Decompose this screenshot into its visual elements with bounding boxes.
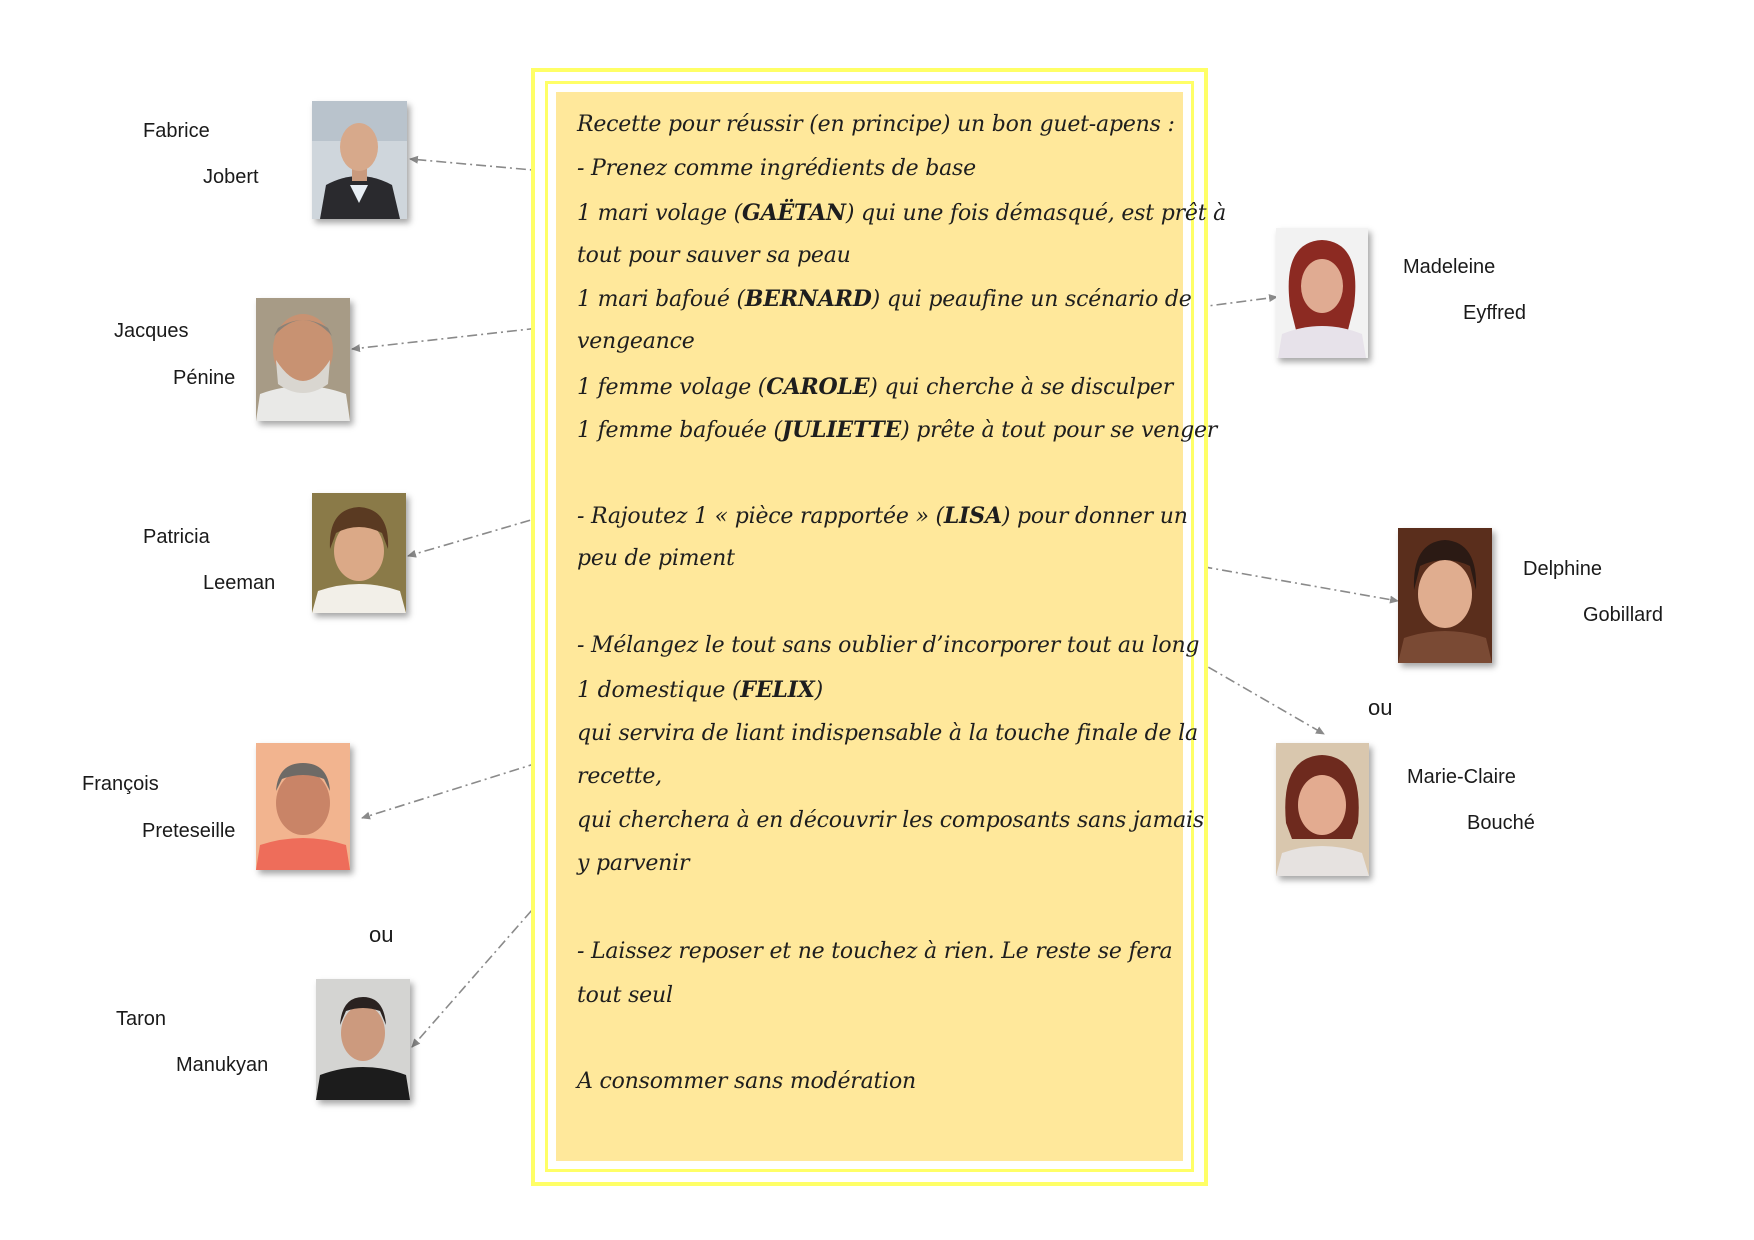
portrait-icon (312, 101, 407, 219)
portrait-icon (256, 298, 350, 421)
name-carole: CAROLE (766, 374, 870, 400)
recipe-title: Recette pour réussir (en principe) un bon guet-apens : (577, 112, 1175, 137)
ingredient-bernard-cont: vengeance (577, 329, 695, 354)
recipe-step-3-line-4: y parvenir (577, 851, 690, 876)
portrait-icon (1398, 528, 1492, 663)
delphine-photo (1398, 528, 1492, 663)
marieclaire-photo (1276, 743, 1369, 876)
jacques-photo (256, 298, 350, 421)
alternative-or-left: ou (369, 922, 394, 947)
name-felix: FELIX (740, 677, 815, 703)
recipe-step-3-line-3: qui cherchera à en découvrir les composants sans jamais (577, 808, 1204, 833)
recipe-step-1: - Prenez comme ingrédients de base (577, 156, 976, 181)
recipe-step-4-line-1: - Laissez reposer et ne touchez à rien. Le reste se fera (577, 939, 1173, 964)
recipe-step-3: - Mélangez le tout sans oublier d’incorporer tout au long (577, 633, 1200, 658)
name-bernard: BERNARD (744, 286, 872, 312)
recipe-step-3-line-2: recette, (577, 764, 662, 789)
recipe-step-2-cont: peu de piment (577, 546, 735, 571)
ingredient-felix: 1 domestique (FELIX) (577, 677, 824, 703)
francois-first-name: François (82, 773, 159, 795)
fabrice-last-name: Jobert (203, 166, 259, 188)
madeleine-first-name: Madeleine (1403, 256, 1496, 278)
delphine-last-name: Gobillard (1583, 604, 1664, 626)
francois-photo (256, 743, 350, 870)
portrait-icon (312, 493, 406, 613)
taron-first-name: Taron (116, 1008, 167, 1030)
portrait-icon (1276, 228, 1368, 358)
madeleine-last-name: Eyffred (1463, 302, 1526, 324)
recipe-text-panel (556, 92, 1227, 1161)
delphine-first-name: Delphine (1523, 558, 1602, 580)
recipe-step-4-line-2: tout seul (577, 983, 673, 1008)
name-juliette: JULIETTE (781, 417, 902, 443)
ingredient-gaetan-cont: tout pour sauver sa peau (577, 243, 851, 268)
recipe-card (531, 68, 1227, 1186)
patricia-photo (312, 493, 406, 613)
ingredient-gaetan: 1 mari volage (GAËTAN) qui une fois démasqué, est prêt à (577, 200, 1227, 226)
ingredient-carole: 1 femme volage (CAROLE) qui cherche à se disculper (577, 374, 1174, 400)
recipe-step-2: - Rajoutez 1 « pièce rapportée » (LISA) pour donner un (577, 503, 1188, 529)
francois-last-name: Preteseille (142, 820, 236, 842)
ingredient-bernard: 1 mari bafoué (BERNARD) qui peaufine un scénario de (577, 286, 1192, 312)
jacques-last-name: Pénine (173, 367, 236, 389)
alternative-or-right: ou (1368, 695, 1393, 720)
taron-photo (316, 979, 410, 1100)
portrait-icon (256, 743, 350, 870)
ingredient-juliette: 1 femme bafouée (JULIETTE) prête à tout pour se venger (577, 417, 1218, 443)
recipe-step-3-line-1: qui servira de liant indispensable à la touche finale de la (577, 721, 1198, 746)
taron-last-name: Manukyan (176, 1054, 269, 1076)
patricia-last-name: Leeman (203, 572, 276, 594)
recipe-card-border (545, 81, 1227, 1172)
fabrice-first-name: Fabrice (143, 120, 210, 142)
fabrice-photo (312, 101, 407, 219)
jacques-first-name: Jacques (114, 320, 189, 342)
portrait-icon (316, 979, 410, 1100)
recipe-closing: A consommer sans modération (577, 1069, 916, 1094)
name-lisa: LISA (943, 503, 1002, 529)
madeleine-photo (1276, 228, 1368, 358)
portrait-icon (1276, 743, 1369, 876)
patricia-first-name: Patricia (143, 526, 210, 548)
marieclaire-last-name: Bouché (1467, 812, 1535, 834)
marieclaire-first-name: Marie-Claire (1407, 766, 1516, 788)
name-gaetan: GAËTAN (742, 200, 846, 226)
